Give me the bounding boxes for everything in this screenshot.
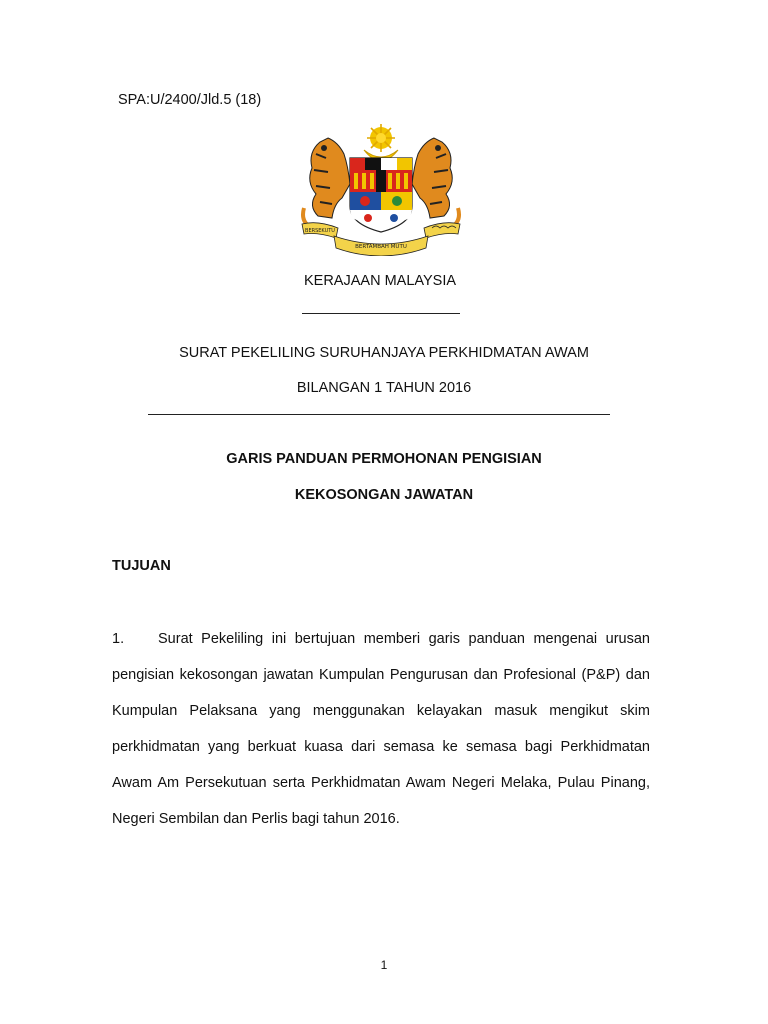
reference-number: SPA:U/2400/Jld.5 (18) [118, 92, 262, 108]
paragraph-number: 1. [112, 631, 125, 647]
paragraph-1 [112, 621, 650, 837]
right-tiger-icon [412, 138, 459, 228]
paragraph-text: Surat Pekeliling ini bertujuan memberi garis panduan mengenai urusan pengisian kekosongan jawatan Kumpulan Pengurusan dan Profesional (P&P) dan Kumpulan Pelaksana yang menggunakan kelayakan masuk mengikut skim perkhidmatan yang berkuat kuasa dari semasa ke semasa bagi Perkhidmatan Awam Am Persekutuan serta Perkhidmatan Awam Negeri Melaka, Pulau Pinang, Negeri Sembilan dan Perlis bagi tahun 2016. [112, 631, 650, 827]
circular-number: BILANGAN 1 TAHUN 2016 [296, 380, 472, 396]
left-scroll-text: BERSEKUTU [305, 228, 335, 234]
motto-text: BERTAMBAH MUTU [355, 244, 407, 250]
section-heading: TUJUAN [112, 558, 171, 574]
circular-title: SURAT PEKELILING SURUHANJAYA PERKHIDMATAN AWAM [179, 345, 589, 361]
subject-line-2: KEKOSONGAN JAWATAN [294, 487, 474, 503]
right-ribbon-icon [424, 223, 460, 238]
government-name: KERAJAAN MALAYSIA [303, 273, 457, 289]
short-divider [302, 313, 460, 314]
federal-star-icon [367, 124, 395, 152]
subject-line-1: GARIS PANDUAN PERMOHONAN PENGISIAN [226, 451, 542, 467]
left-tiger-icon [303, 138, 350, 228]
page-number: 1 [380, 958, 388, 972]
coat-of-arms-icon [298, 124, 464, 256]
shield-icon [350, 158, 412, 232]
long-divider [148, 414, 610, 415]
